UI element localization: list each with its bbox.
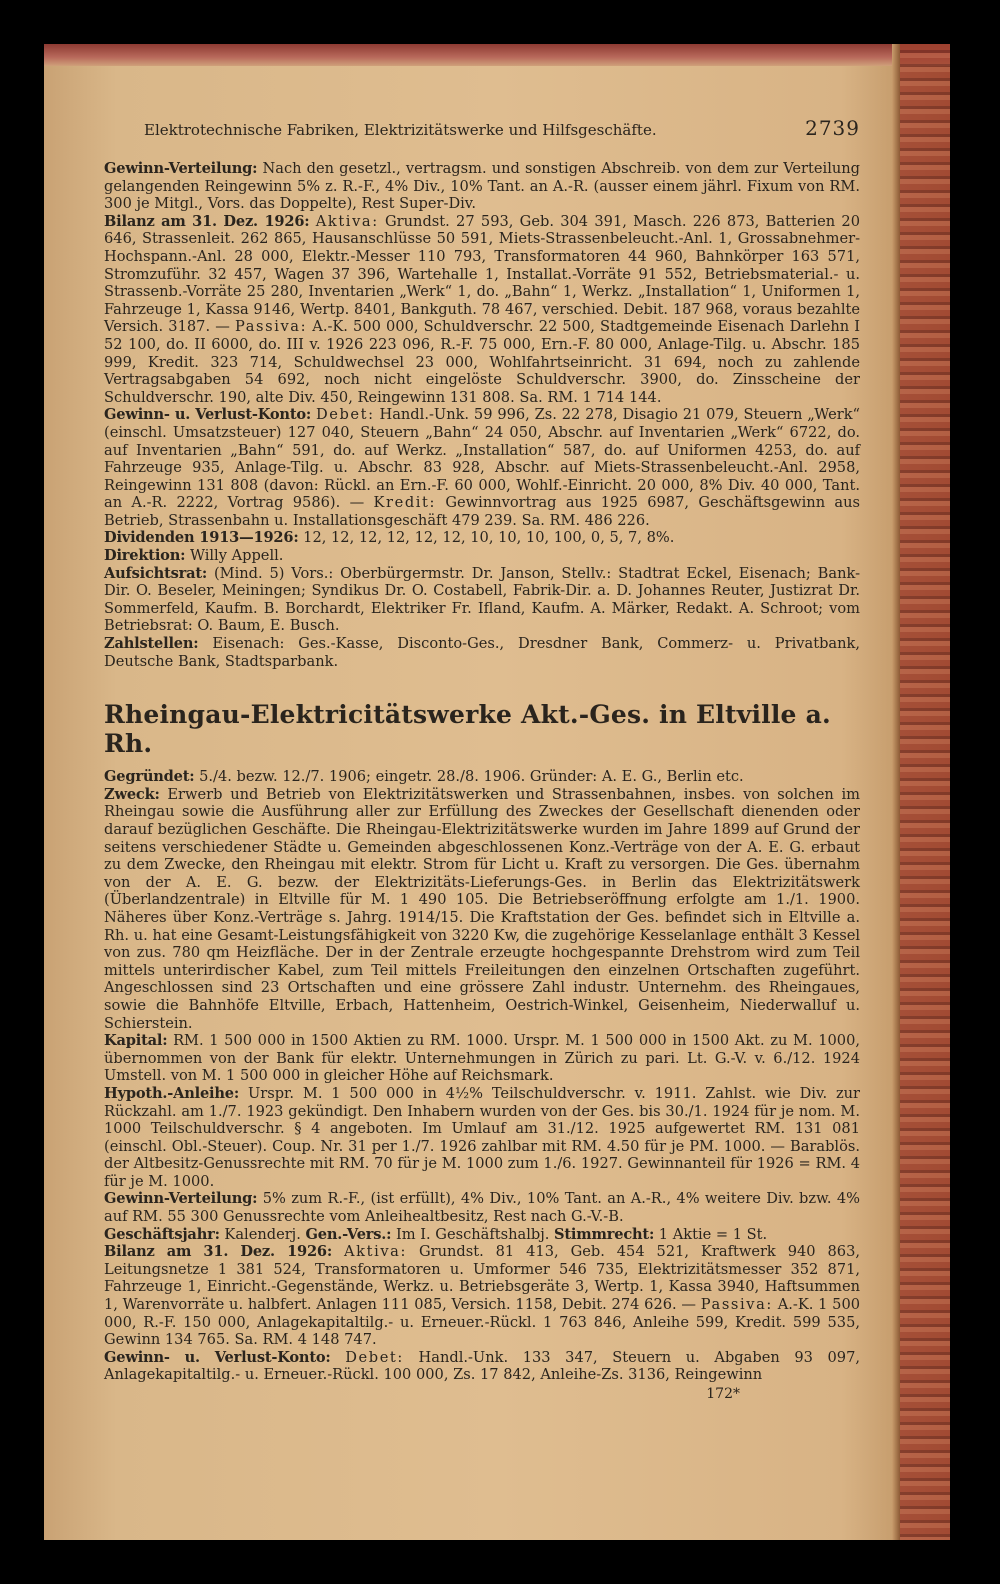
entry-label: Gewinn-Verteilung: (104, 160, 258, 177)
geschaeftsjahr-entry (104, 1226, 860, 1244)
running-head (104, 116, 860, 140)
passiva-label: Passiva: (234, 318, 308, 336)
kredit-text: Gewinnvortrag aus 1925 6987, Geschäftsgewinn aus Betrieb, Strassenbahn u. Installationsgeschäft 479 239. Sa. RM. 486 226. (104, 494, 861, 529)
entry-text: Erwerb und Betrieb von Elektrizitätswerken und Strassenbahnen, insbes. von solchen im Rheingau sowie die Ausführung aller zur Erfüllung des Zweckes der Gesellschaft dienenden oder darauf bezüglichen Geschäfte. Die Rheingau-Elektrizitätswerke wurden im Jahre 1899 auf Grund der seitens verschiedener Städte u. Gemeinden abgeschlossenen Konz.-Verträge von der A. E. G. erbaut zu dem Zwecke, den Rheingau mit elektr. Strom für Licht u. Kraft zu versorgen. Die Ges. übernahm von der A. E. G. bezw. der Elektrizitäts-Lieferungs-Ges. in Berlin das Elektrizitätswerk (Überlandzentrale) in Eltville für M. 1 490 105. Die Betriebseröffnung erfolgte am 1./1. 1900. Näheres über Konz.-Verträge s. Jahrg. 1914/15. Die Kraftstation der Ges. befindet sich in Eltville a. Rh. u. hat eine Gesamt-Leistungsfähigkeit von 3220 Kw, die zugehörige Kesselanlage enthält 3 Kessel von zus. 780 qm Heizfläche. Der in der Zentrale erzeugte hochgespannte Drehstrom wird zum Teil mittels unterirdischer Kabel, zum Teil mittels Freileitungen den einzelnen Ortschaften zugeführt. Angeschlossen sind 23 Ortschaften und eine grössere Zahl industr. Unternehm. des Rheingaues, sowie die Bahnhöfe Eltville, Erbach, Hattenheim, Oestrich-Winkel, Geisenheim, Niederwalluf u. Schierstein. (104, 785, 860, 1032)
entry-label: Bilanz am 31. Dez. 1926: (104, 1243, 333, 1261)
gegruendet-entry (104, 768, 860, 786)
aktiva-label: Aktiva: (315, 212, 379, 230)
entry-text: Urspr. M. 1 500 000 in 4½% Teilschuldverschr. v. 1911. Zahlst. wie Div. zur Rückzahl. am 1./7. 1923 gekündigt. Den Inhabern wurden von der Ges. bis 30./1. 1924 für je nom. M. 1000 Teilschuldverschr. § 4 angeboten. Im Umlauf am 31./12. 1925 aufgewertet RM. 131 081 (einschl. Obl.-Steuer). Coup. Nr. 31 per 1./7. 1926 zahlbar mit RM. 4.50 für je PM. 1000. — Barablös. der Altbesitz-Genussrechte mit RM. 70 für je M. 1000 zum 1./6. 1927. Gewinnanteil für 1926 = RM. 4 für je M. 1000. (104, 1084, 861, 1190)
entry-label: Gegründet: (104, 768, 195, 786)
entry-text: 12, 12, 12, 12, 12, 12, 10, 10, 10, 100, 0, 5, 7, 8%. (303, 529, 675, 547)
page-number: 2739 (805, 116, 860, 140)
signature-mark: 172* (706, 1386, 740, 1402)
entry-text: 5% zum R.-F., (ist erfüllt), 4% Div., 10% Tant. an A.-R., 4% weitere Div. bzw. 4% auf RM. 55 300 Genussrechte vom Anleihealtbesitz, Rest nach G.-V.-B. (104, 1190, 860, 1226)
entry-label: Geschäftsjahr: (104, 1225, 220, 1243)
aktiva-label: Aktiva: (344, 1243, 407, 1261)
dividenden-entry (104, 529, 860, 547)
passiva-text: A.-K. 1 500 000, R.-F. 150 000, Anlagekapitaltilg.- u. Erneuer.-Rückl. 1 763 846, Anleihe 599, Kredit. 599 535, Gewinn 134 765. Sa. RM. 4 148 747. (104, 1296, 861, 1349)
debet-label: Debet: (315, 406, 375, 424)
entry-label: Dividenden 1913—1926: (104, 529, 299, 547)
stimmrecht-label: Stimmrecht: (554, 1225, 655, 1243)
page-gutter-shadow (892, 44, 900, 1540)
entry-label: Zweck: (104, 785, 160, 803)
entry-label: Kapital: (104, 1032, 168, 1050)
running-title: Elektrotechnische Fabriken, Elektrizitätswerke und Hilfsgeschäfte. (144, 121, 657, 139)
page-top-edge (44, 44, 950, 66)
entry-label: Hypoth.-Anleihe: (104, 1084, 240, 1102)
passiva-text: A.-K. 500 000, Schuldverschr. 22 500, Stadtgemeinde Eisenach Darlehn I 52 100, do. II 6000, do. III v. 1926 223 096, R.-F. 75 000, Ern.-F. 80 000, Anlage-Tilg. u. Abschr. 185 999, Kredit. 323 714, Schuldwechsel 23 000, Wohlfahrtseinricht. 31 694, noch zu zahlende Vertragsabgaben 54 692, noch nicht eingelöste Schuldverschr. 3900, do. Zinsscheine der Schuldverschr. 190, alte Div. 450, Reingewinn 131 808. Sa. RM. 1 714 144. (104, 318, 861, 406)
entry-text: Willy Appell. (189, 547, 284, 565)
guv-entry-2 (104, 1349, 860, 1384)
gen-vers-label: Gen.-Vers.: (305, 1225, 392, 1243)
gewinn-verteilung-entry (104, 160, 860, 213)
entry-label: Direktion: (104, 547, 186, 565)
kapital-entry (104, 1032, 860, 1085)
debet-text: Handl.-Unk. 133 347, Steuern u. Abgaben 93 097, Anlagekapitaltilg.- u. Erneuer.-Rückl. 100 000, Zs. 17 842, Anleihe-Zs. 3136, Reingewinn (104, 1348, 860, 1384)
entry-text: RM. 1 500 000 in 1500 Aktien zu RM. 1000. Urspr. M. 1 500 000 in 1500 Akt. zu M. 1000, übernommen von der Bank für elektr. Unternehmungen in Zürich zu pari. Lt. G.-V. v. 6./12. 1924 Umstell. von M. 1 500 000 in gleicher Höhe auf Reichsmark. (104, 1032, 861, 1085)
company-heading: Rheingau-Elektricitätswerke Akt.-Ges. in Eltville a. Rh. (104, 700, 831, 759)
entry-label: Gewinn-Verteilung: (104, 1190, 258, 1208)
hypoth-anleihe-entry (104, 1085, 860, 1191)
entry-label: Zahlstellen: (104, 635, 199, 653)
book-spine-edge (900, 44, 950, 1540)
entry-text: (Mind. 5) Vors.: Oberbürgermstr. Dr. Janson, Stellv.: Stadtrat Eckel, Eisenach; Bank-Dir. O. Beseler, Meiningen; Syndikus Dr. O. Costabell, Fabrik-Dir. a. D. Johannes Reuter, Justizrat Dr. Sommerfeld, Kaufm. B. Borchardt, Elektriker Fr. Ifland, Kaufm. A. Märker, Redakt. A. Schroot; vom Betriebsrat: O. Baum, E. Busch. (104, 564, 860, 635)
entry-text: Kalenderj. (224, 1225, 301, 1243)
zweck-entry (104, 786, 860, 1032)
aktiva-text: Grundst. 27 593, Geb. 304 391, Masch. 226 873, Batterien 20 646, Strassenleit. 262 865, Hausanschlüsse 50 591, Miets-Strassenbeleucht.-Anl. 1, Grossabnehmer-Hochspann.-Anl. 28 000, Elektr.-Messer 110 793, Transformatoren 44 960, Bahnkörper 163 571, Stromzuführ. 32 457, Wagen 37 396, Wartehalle 1, Installat.-Vorräte 91 552, Betriebsmaterial.- u. Strassenb.-Vorräte 25 280, Inventarien „Werk“ 1, do. „Bahn“ 1, Werkz. „Installation“ 1, Uniformen 1, Fahrzeuge 1, Kassa 9146, Wertp. 8401, Bankguth. 78 467, verschied. Debit. 187 968, voraus bezahlte Versich. 3187. — (104, 212, 860, 336)
guv-entry (104, 406, 860, 529)
gen-vers-text: Im I. Geschäftshalbj. (396, 1225, 550, 1243)
book-page (44, 44, 950, 1540)
bilanz-entry-2 (104, 1243, 860, 1349)
entry-label: Gewinn- u. Verlust-Konto: (104, 406, 312, 424)
gewinn-verteilung-entry-2 (104, 1190, 860, 1225)
bilanz-entry (104, 213, 860, 407)
entry-text: Nach den gesetzl., vertragsm. und sonstigen Abschreib. von dem zur Verteilung gelangenden Reingewinn 5% z. R.-F., 4% Div., 10% Tant. an A.-R. (ausser einem jährl. Fixum von RM. 300 je Mitgl., Vors. das Doppelte), Rest Super-Div. (104, 160, 861, 213)
aktiva-text: Grundst. 81 413, Geb. 454 521, Kraftwerk 940 863, Leitungsnetze 1 381 524, Transformatoren u. Umformer 546 735, Elektrizitätsmesser 352 871, Fahrzeuge 1, Einricht.-Gegenstände, Werkz. u. Betriebsgeräte 3, Wertp. 1, Kassa 3940, Haftsummen 1, Warenvorräte u. halbfert. Anlagen 111 085, Versich. 1158, Debit. 274 626. — (104, 1243, 860, 1314)
page-content (104, 116, 860, 1402)
aufsichtsrat-entry (104, 565, 860, 635)
kredit-label: Kredit: (373, 494, 437, 512)
entry-text: Eisenach: Ges.-Kasse, Disconto-Ges., Dresdner Bank, Commerz- u. Privatbank, Deutsche Bank, Stadtsparbank. (104, 635, 860, 670)
stimmrecht-text: 1 Aktie = 1 St. (658, 1225, 768, 1243)
entry-label: Bilanz am 31. Dez. 1926: (104, 212, 310, 230)
direktion-entry (104, 547, 860, 565)
entry-label: Gewinn- u. Verlust-Konto: (104, 1348, 331, 1366)
entry-text: 5./4. bezw. 12./7. 1906; eingetr. 28./8. 1906. Gründer: A. E. G., Berlin etc. (199, 768, 744, 786)
zahlstellen-entry (104, 635, 860, 670)
passiva-label: Passiva: (700, 1296, 773, 1314)
entry-label: Aufsichtsrat: (104, 564, 208, 582)
debet-label: Debet: (345, 1348, 404, 1366)
debet-text: Handl.-Unk. 59 996, Zs. 22 278, Disagio 21 079, Steuern „Werk“ (einschl. Umsatzsteuer) 127 040, Steuern „Bahn“ 24 050, Abschr. auf Inventarien „Werk“ 6722, do. auf Inventarien „Bahn“ 591, do. auf Werkz. „Installation“ 587, do. auf Uniformen 4253, do. auf Fahrzeuge 935, Anlage-Tilg. u. Abschr. 83 928, Abschr. auf Miets-Strassenbeleucht.-Anl. 2958, Reingewinn 131 808 (davon: Rückl. an Ern.-F. 60 000, Wohlf.-Einricht. 20 000, 8% Div. 40 000, Tant. an A.-R. 2222, Vortrag 9586). — (104, 406, 860, 512)
